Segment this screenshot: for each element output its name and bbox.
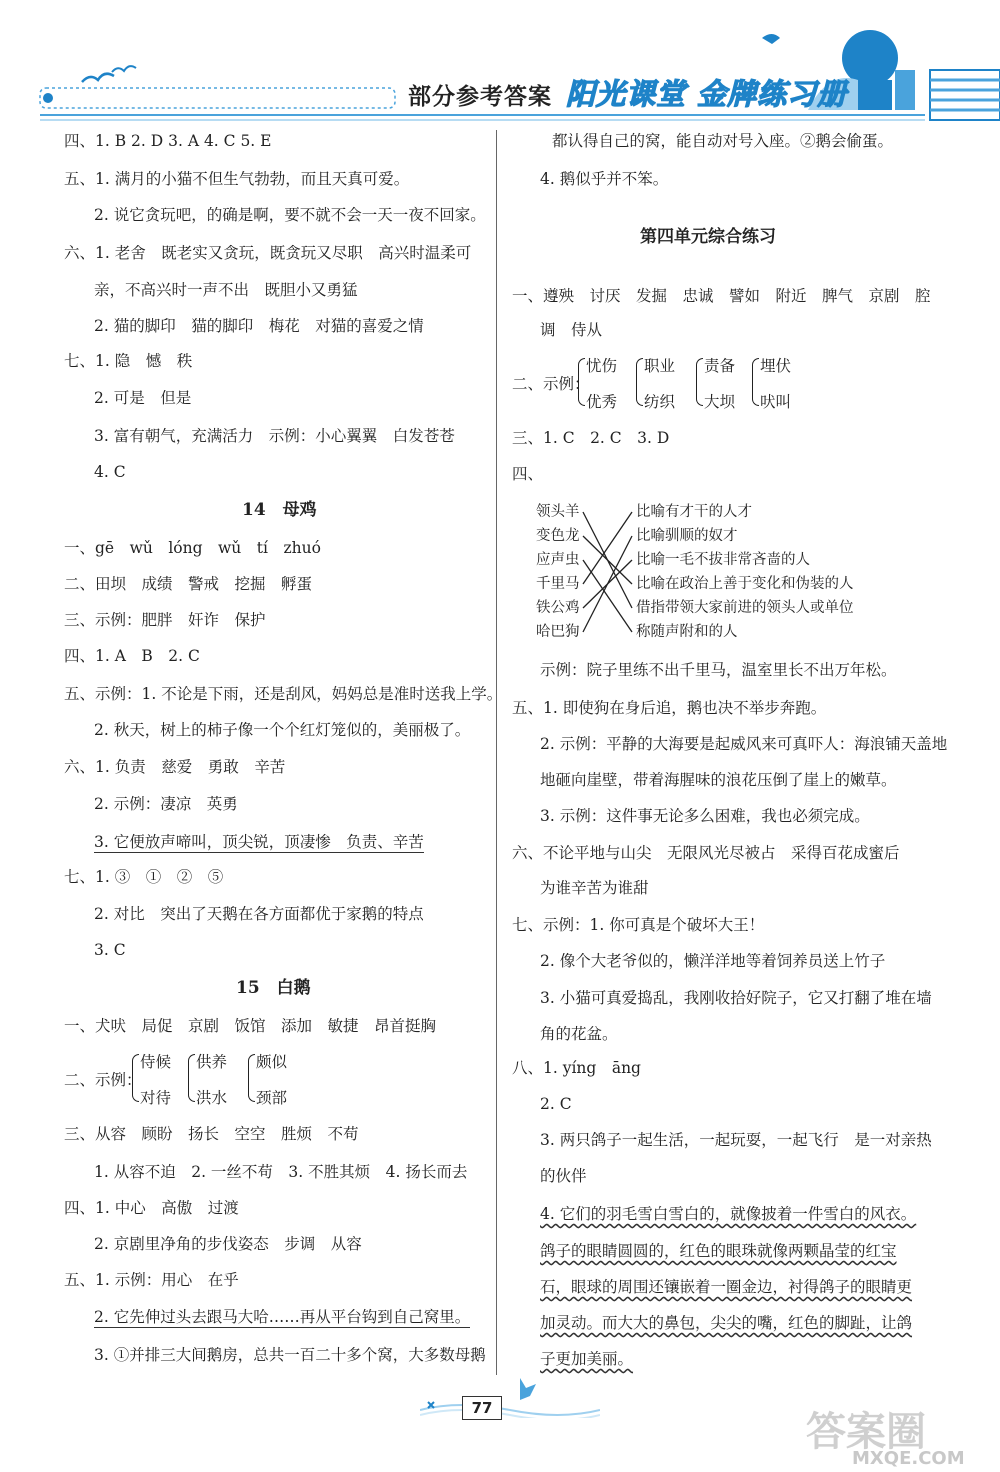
answer-line: 4. C bbox=[94, 463, 126, 481]
match-link-line bbox=[583, 512, 632, 608]
answer-line: 六、1. 负责 慈爱 勇敢 辛苦 bbox=[64, 758, 286, 776]
answer-line: 三、从容 顾盼 扬长 空空 胜烦 不苟 bbox=[64, 1125, 359, 1143]
answer-line: 亲，不高兴时一声不出 既胆小又勇猛 bbox=[94, 281, 358, 299]
answer-line: 二、示例： bbox=[512, 375, 590, 393]
answer-line: 三、示例：肥胖 奸诈 保护 bbox=[64, 611, 266, 629]
answer-line: 五、1. 即使狗在身后追，鹅也决不举步奔跑。 bbox=[512, 699, 827, 717]
answer-line: 六、1. 老舍 既老实又贪玩，既贪玩又尽职 高兴时温柔可 bbox=[64, 244, 472, 262]
answer-line: 七、1. ③ ① ② ⑤ bbox=[64, 868, 224, 886]
match-right-item: 比喻驯顺的奴才 bbox=[636, 528, 738, 544]
answer-line: 的伙伴 bbox=[540, 1167, 587, 1185]
answer-line: 2. C bbox=[540, 1095, 572, 1113]
answer-line: 一、gē wǔ lóng wǔ tí zhuó bbox=[64, 539, 321, 557]
footer-decoration bbox=[420, 1368, 600, 1418]
match-link-line bbox=[583, 512, 632, 584]
section-title: 14 母鸡 bbox=[242, 500, 317, 520]
answer-line: 七、示例：1. 你可真是个破坏大王！ bbox=[512, 916, 765, 934]
answer-line: 四、 bbox=[512, 465, 544, 483]
answer-line: 一、遵殃 讨厌 发掘 忠诚 譬如 附近 脾气 京剧 腔 bbox=[512, 287, 931, 305]
word-pair-top: 职业 bbox=[644, 357, 676, 375]
page-footer bbox=[420, 1368, 600, 1418]
answer-line: 三、1. C 2. C 3. D bbox=[512, 429, 670, 447]
match-link-line bbox=[583, 560, 632, 632]
answer-line: 4. 它们的羽毛雪白雪白的，就像披着一件雪白的风衣。 bbox=[540, 1205, 917, 1223]
answer-line: 2. 示例：平静的大海要是起威风来可真吓人：海浪铺天盖地 bbox=[540, 735, 948, 753]
answer-line: 七、1. 隐 憾 秩 bbox=[64, 352, 193, 370]
answer-line: 2. 可是 但是 bbox=[94, 389, 192, 407]
answer-line: 石，眼球的周围还镶嵌着一圈金边，衬得鸽子的眼睛更 bbox=[540, 1278, 913, 1296]
answer-line: 六、不论平地与山尖 无限风光尽被占 采得百花成蜜后 bbox=[512, 844, 900, 862]
answer-line: 1. 从容不迫 2. 一丝不苟 3. 不胜其烦 4. 扬长而去 bbox=[94, 1163, 468, 1181]
match-link-line bbox=[583, 560, 632, 608]
brace bbox=[752, 358, 759, 406]
match-left-item: 千里马 bbox=[536, 576, 580, 592]
answer-line: 2. 秋天，树上的柿子像一个个红灯笼似的，美丽极了。 bbox=[94, 721, 471, 739]
brace bbox=[696, 358, 703, 406]
answer-line: 都认得自己的窝，能自动对号入座。②鹅会偷蛋。 bbox=[552, 132, 894, 150]
word-pair-bottom: 颈部 bbox=[256, 1089, 288, 1107]
match-left-item: 铁公鸡 bbox=[536, 600, 580, 616]
match-right-item: 比喻在政治上善于变化和伪装的人 bbox=[636, 576, 854, 592]
word-pair-bottom: 对待 bbox=[140, 1089, 172, 1107]
answer-line: 3. 小猫可真爱捣乱，我刚收拾好院子，它又打翻了堆在墙 bbox=[540, 989, 932, 1007]
watermark-url: MXQE.COM bbox=[852, 1448, 965, 1469]
answer-line: 加灵动。而大大的鼻包，尖尖的嘴，红色的脚趾，让鸽 bbox=[540, 1314, 913, 1332]
answer-line: 2. 对比 突出了天鹅在各方面都优于家鹅的特点 bbox=[94, 905, 424, 923]
answer-line: 2. 猫的脚印 猫的脚印 梅花 对猫的喜爱之情 bbox=[94, 317, 424, 335]
section-title: 15 白鹅 bbox=[236, 978, 311, 998]
answer-line: 2. 它先伸过头去跟马大哈……再从平台钩到自己窝里。 bbox=[94, 1308, 471, 1326]
word-pair-bottom: 优秀 bbox=[586, 393, 618, 411]
match-left-item: 哈巴狗 bbox=[536, 624, 580, 640]
answer-line: 地砸向崖壁，带着海腥味的浪花压倒了崖上的嫩草。 bbox=[540, 771, 897, 789]
answer-line: 2. 说它贪玩吧，的确是啊，要不就不会一天一夜不回家。 bbox=[94, 206, 486, 224]
section-title: 第四单元综合练习 bbox=[640, 227, 776, 247]
answer-line: 五、1. 示例：用心 在乎 bbox=[64, 1271, 239, 1289]
match-right-item: 比喻有才干的人才 bbox=[636, 504, 752, 520]
answer-line: 2. 京剧里净角的步伐姿态 步调 从容 bbox=[94, 1235, 362, 1253]
answer-line: 3. ①并排三大间鹅房，总共一百二十多个窝，大多数母鹅 bbox=[94, 1346, 486, 1364]
answer-line: 八、1. yíng āng bbox=[512, 1059, 641, 1077]
brace bbox=[188, 1054, 195, 1102]
word-pair-top: 责备 bbox=[704, 357, 736, 375]
match-left-item: 变色龙 bbox=[536, 528, 580, 544]
answer-line: 示例：院子里练不出千里马，温室里长不出万年松。 bbox=[540, 661, 897, 679]
word-pair-bottom: 洪水 bbox=[196, 1089, 228, 1107]
brace bbox=[578, 358, 585, 406]
answer-line: 3. 示例：这件事无论多么困难，我也必须完成。 bbox=[540, 807, 870, 825]
watermark-logo: 答案圈 bbox=[806, 1409, 926, 1455]
header-brand: 阳光课堂 金牌练习册 bbox=[566, 77, 848, 111]
answer-line: 二、示例： bbox=[64, 1071, 142, 1089]
page-number: 77 bbox=[462, 1396, 502, 1420]
brace bbox=[132, 1054, 139, 1102]
header-title: 部分参考答案 bbox=[408, 84, 552, 110]
column-divider bbox=[496, 130, 497, 1375]
answer-line: 4. 鹅似乎并不笨。 bbox=[540, 170, 669, 188]
answer-line: 调 侍从 bbox=[540, 321, 603, 339]
match-link-line bbox=[583, 536, 632, 584]
answer-line: 2. 示例：凄凉 英勇 bbox=[94, 795, 238, 813]
answer-line: 五、示例：1. 不论是下雨，还是刮风，妈妈总是准时送我上学。 bbox=[64, 685, 503, 703]
answer-line: 2. 像个大老爷似的，懒洋洋地等着饲养员送上竹子 bbox=[540, 952, 886, 970]
match-left-item: 领头羊 bbox=[536, 504, 580, 520]
answer-line: 子更加美丽。 bbox=[540, 1350, 634, 1368]
word-pair-top: 埋伏 bbox=[760, 357, 792, 375]
word-pair-top: 忧伤 bbox=[586, 357, 618, 375]
answer-line: 3. 富有朝气，充满活力 示例：小心翼翼 白发苍苍 bbox=[94, 427, 455, 445]
answer-line: 3. C bbox=[94, 941, 126, 959]
answer-line: 四、1. A B 2. C bbox=[64, 647, 200, 665]
word-pair-top: 供养 bbox=[196, 1053, 228, 1071]
match-right-item: 称随声附和的人 bbox=[636, 624, 738, 640]
word-pair-top: 颇似 bbox=[256, 1053, 288, 1071]
answer-line: 为谁辛苦为谁甜 bbox=[540, 879, 649, 897]
brace bbox=[248, 1054, 255, 1102]
page-header bbox=[0, 0, 1000, 125]
answer-line: 二、田坝 成绩 警戒 挖掘 孵蛋 bbox=[64, 575, 313, 593]
word-pair-bottom: 纺织 bbox=[644, 393, 676, 411]
brace bbox=[636, 358, 643, 406]
answer-line: 角的花盆。 bbox=[540, 1025, 618, 1043]
answer-line: 四、1. 中心 高傲 过渡 bbox=[64, 1199, 239, 1217]
answer-line: 五、1. 满月的小猫不但生气勃勃，而且天真可爱。 bbox=[64, 170, 410, 188]
answer-line: 四、1. B 2. D 3. A 4. C 5. E bbox=[64, 132, 272, 150]
answer-line: 鸽子的眼睛圆圆的，红色的眼珠就像两颗晶莹的红宝 bbox=[540, 1242, 897, 1260]
word-pair-top: 侍候 bbox=[140, 1053, 172, 1071]
word-pair-bottom: 吠叫 bbox=[760, 393, 792, 411]
answer-line: 3. 两只鸽子一起生活，一起玩耍，一起飞行 是一对亲热 bbox=[540, 1131, 932, 1149]
answer-line: 3. 它便放声啼叫，顶尖锐，顶凄惨 负责、辛苦 bbox=[94, 833, 424, 851]
match-right-item: 借指带领大家前进的领头人或单位 bbox=[636, 600, 854, 616]
match-right-item: 比喻一毛不拔非常吝啬的人 bbox=[636, 552, 810, 568]
answer-line: 一、犬吠 局促 京剧 饭馆 添加 敏捷 昂首挺胸 bbox=[64, 1017, 437, 1035]
word-pair-bottom: 大坝 bbox=[704, 393, 736, 411]
match-link-line bbox=[583, 536, 632, 632]
match-left-item: 应声虫 bbox=[536, 552, 580, 568]
